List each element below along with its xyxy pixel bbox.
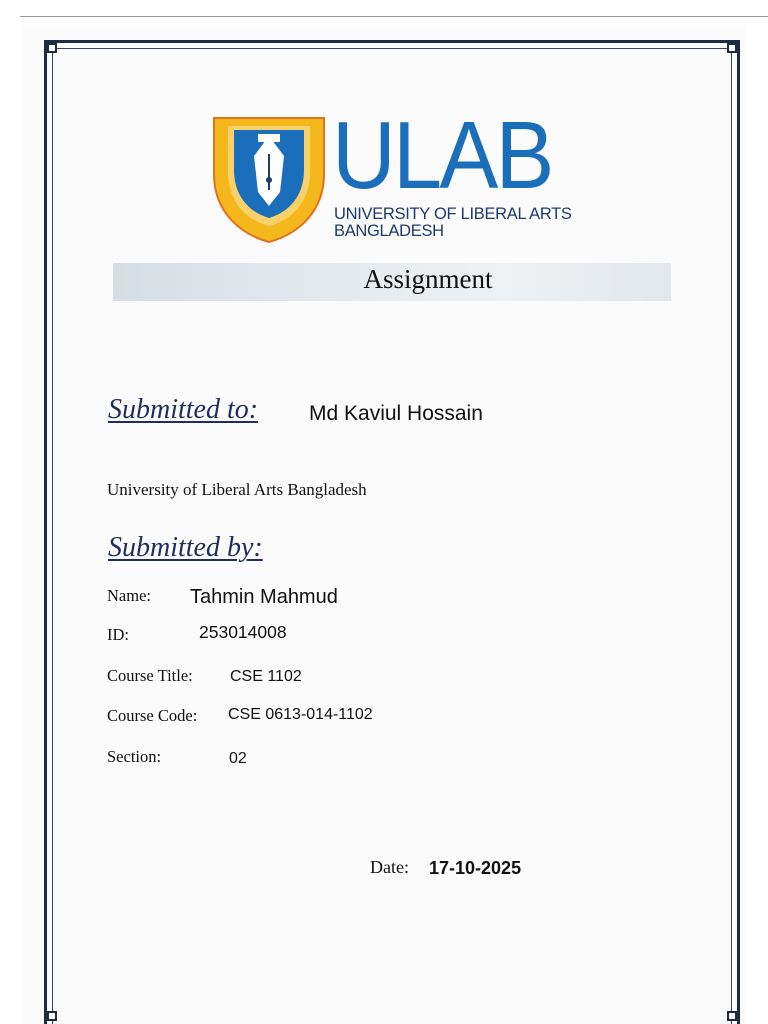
logo-university-name: UNIVERSITY OF LIBERAL ARTS (334, 205, 572, 223)
submitted-to-heading: Submitted to: (108, 394, 259, 425)
university-crest-icon (210, 112, 330, 244)
supervisor-institution: University of Liberal Arts Bangladesh (107, 480, 367, 499)
course-code-value: CSE 0613-014-1102 (228, 706, 373, 723)
border-corner-bottom-right (727, 1011, 737, 1021)
submission-date: 17-10-2025 (429, 858, 522, 878)
course-title-label: Course Title: (107, 666, 193, 685)
supervisor-name: Md Kaviul Hossain (309, 402, 483, 425)
border-corner-bottom-left (47, 1011, 57, 1021)
border-corner-top-right (727, 43, 737, 53)
logo-country-name: BANGLADESH (334, 222, 444, 240)
university-logo (210, 102, 580, 250)
section-value: 02 (229, 750, 247, 767)
submitted-by-heading: Submitted by: (108, 532, 263, 563)
student-name: Tahmin Mahmud (190, 586, 338, 608)
logo-wordmark: ULAB (332, 102, 552, 209)
name-label: Name: (107, 586, 151, 605)
document-title: Assignment (363, 264, 493, 294)
date-label: Date: (370, 857, 409, 877)
course-code-label: Course Code: (107, 706, 198, 725)
section-label: Section: (107, 747, 162, 766)
top-divider (20, 16, 768, 17)
course-title-value: CSE 1102 (230, 668, 302, 685)
student-id: 253014008 (199, 622, 287, 642)
assignment-banner (113, 263, 671, 301)
border-corner-top-left (47, 43, 57, 53)
id-label: ID: (107, 625, 129, 644)
